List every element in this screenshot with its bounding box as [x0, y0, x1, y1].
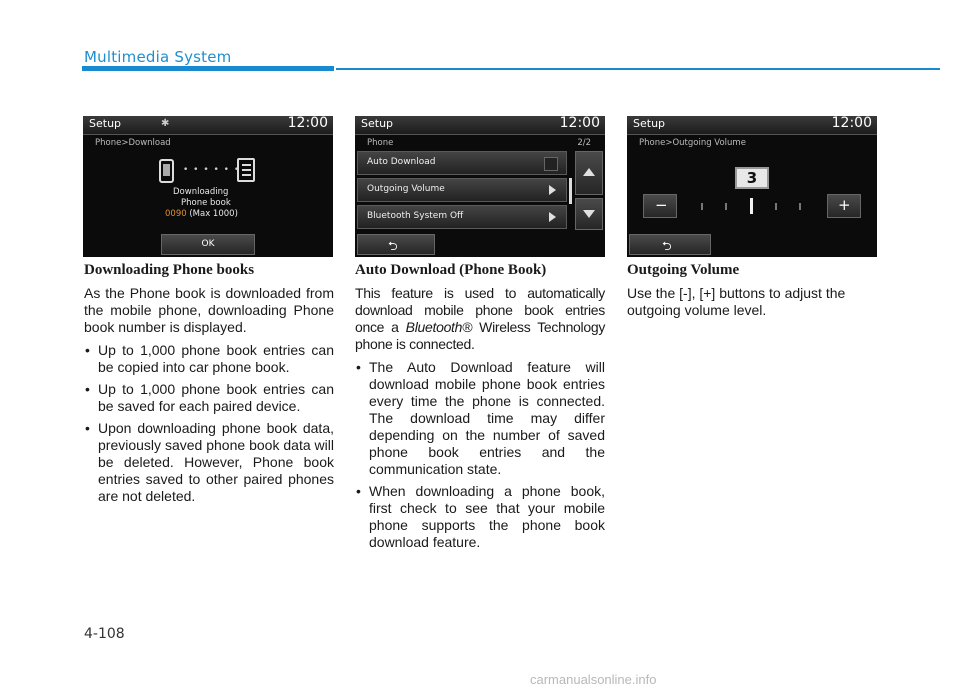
- intro-text-a: This feature is used to automatically download mobile phone book entries once a: [355, 285, 605, 335]
- bullet-list: [84, 342, 334, 505]
- triangle-down-icon: [583, 210, 595, 218]
- header-rule-thick: [82, 66, 334, 71]
- chevron-right-icon: [549, 185, 556, 195]
- volume-level-scale: [695, 196, 809, 216]
- screen-time: 12:00: [559, 116, 600, 131]
- volume-value-box: 3: [735, 167, 769, 189]
- screen-path: Phone>Outgoing Volume: [639, 138, 746, 148]
- back-button[interactable]: [357, 234, 435, 255]
- triangle-up-icon: [583, 168, 595, 176]
- column-outgoing-volume: [627, 261, 877, 325]
- scroll-up-button[interactable]: [575, 151, 603, 195]
- download-max: (Max 1000): [189, 209, 238, 219]
- screen-time: 12:00: [287, 116, 328, 131]
- watermark: carmanualsonline.info: [530, 672, 657, 687]
- screen-path: Phone: [367, 138, 394, 148]
- phone-book-icon: [237, 158, 255, 182]
- column-downloading-phone-books: [84, 261, 334, 510]
- screen-title: Setup: [361, 117, 394, 130]
- volume-plus-button[interactable]: [827, 194, 861, 218]
- screen-header: [83, 116, 333, 135]
- scroll-down-button[interactable]: [575, 198, 603, 230]
- volume-tick: [799, 203, 801, 210]
- menu-item-bluetooth-system-off[interactable]: [357, 205, 567, 229]
- download-status-line1: Downloading: [173, 187, 229, 197]
- bullet-list: [355, 359, 605, 551]
- list-item: • When downloading a phone book, first check to see that your mobile phone supports the phone book download feature.: [355, 483, 605, 551]
- volume-tick: [725, 203, 727, 210]
- list-item: • Up to 1,000 phone book entries can be copied into car phone book.: [84, 342, 334, 376]
- menu-item-outgoing-volume[interactable]: [357, 178, 567, 202]
- plus-icon: +: [838, 196, 851, 214]
- chevron-right-icon: [549, 212, 556, 222]
- download-count: 0090: [165, 209, 187, 219]
- screen-time: 12:00: [831, 116, 872, 131]
- intro-paragraph: Use the [-], [+] buttons to adjust the outgoing volume level.: [627, 285, 846, 318]
- screen-title: Setup: [633, 117, 666, 130]
- list-item: • Up to 1,000 phone book entries can be saved for each paired device.: [84, 381, 334, 415]
- download-count-row: [165, 209, 238, 219]
- screen-header: [627, 116, 877, 135]
- page-number: 4-108: [84, 626, 125, 642]
- menu-item-label: Auto Download: [367, 157, 436, 167]
- download-status-line2: Phone book: [181, 198, 231, 208]
- intro-paragraph: As the Phone book is downloaded from the mobile phone, downloading Phone book number is displayed.: [84, 285, 334, 335]
- screen-phone-settings: [355, 116, 605, 257]
- back-arrow-icon: ⮌: [388, 239, 398, 253]
- minus-icon: −: [655, 196, 668, 214]
- menu-item-label: Bluetooth System Off: [367, 211, 464, 221]
- heading-auto-download: Auto Download (Phone Book): [355, 262, 547, 278]
- volume-tick: [701, 203, 703, 210]
- progress-dots: • • • • • •: [183, 165, 241, 175]
- menu-item-label: Outgoing Volume: [367, 184, 445, 194]
- mobile-phone-icon: [159, 159, 174, 183]
- intro-text-b: Wireless Technology phone is connected.: [355, 319, 606, 352]
- auto-download-checkbox[interactable]: [544, 157, 558, 171]
- volume-minus-button[interactable]: [643, 194, 677, 218]
- menu-item-auto-download[interactable]: [357, 151, 567, 175]
- bluetooth-icon: ✱: [161, 118, 170, 129]
- screen-header: [355, 116, 605, 135]
- scrollbar-thumb[interactable]: [569, 178, 572, 204]
- column-auto-download: [355, 261, 605, 556]
- screen-outgoing-volume: [627, 116, 877, 257]
- heading-outgoing-volume: Outgoing Volume: [627, 262, 740, 278]
- ok-button[interactable]: OK: [161, 234, 255, 255]
- list-item: • Upon downloading phone book data, previously saved phone book data will be deleted. However, Phone book entries saved to other paired phones are not deleted.: [84, 420, 334, 505]
- screen-phone-download: [83, 116, 333, 257]
- bluetooth-brand: Bluetooth®: [405, 319, 473, 335]
- intro-paragraph: [355, 285, 605, 353]
- screen-title: Setup: [89, 117, 122, 130]
- header-rule-thin: [336, 68, 940, 70]
- back-arrow-icon: ⮌: [662, 239, 672, 253]
- screen-path: Phone>Download: [95, 138, 171, 148]
- volume-tick: [775, 203, 777, 210]
- list-item: • The Auto Download feature will download mobile phone book entries every time the phone is connected. The download time may differ depending on the number of saved phone book entries and the communication state.: [355, 359, 605, 478]
- page-indicator: 2/2: [577, 138, 591, 148]
- section-title: Multimedia System: [84, 48, 232, 66]
- volume-tick-active: [750, 198, 753, 214]
- heading-downloading-phone-books: Downloading Phone books: [84, 262, 255, 278]
- back-button[interactable]: [629, 234, 711, 255]
